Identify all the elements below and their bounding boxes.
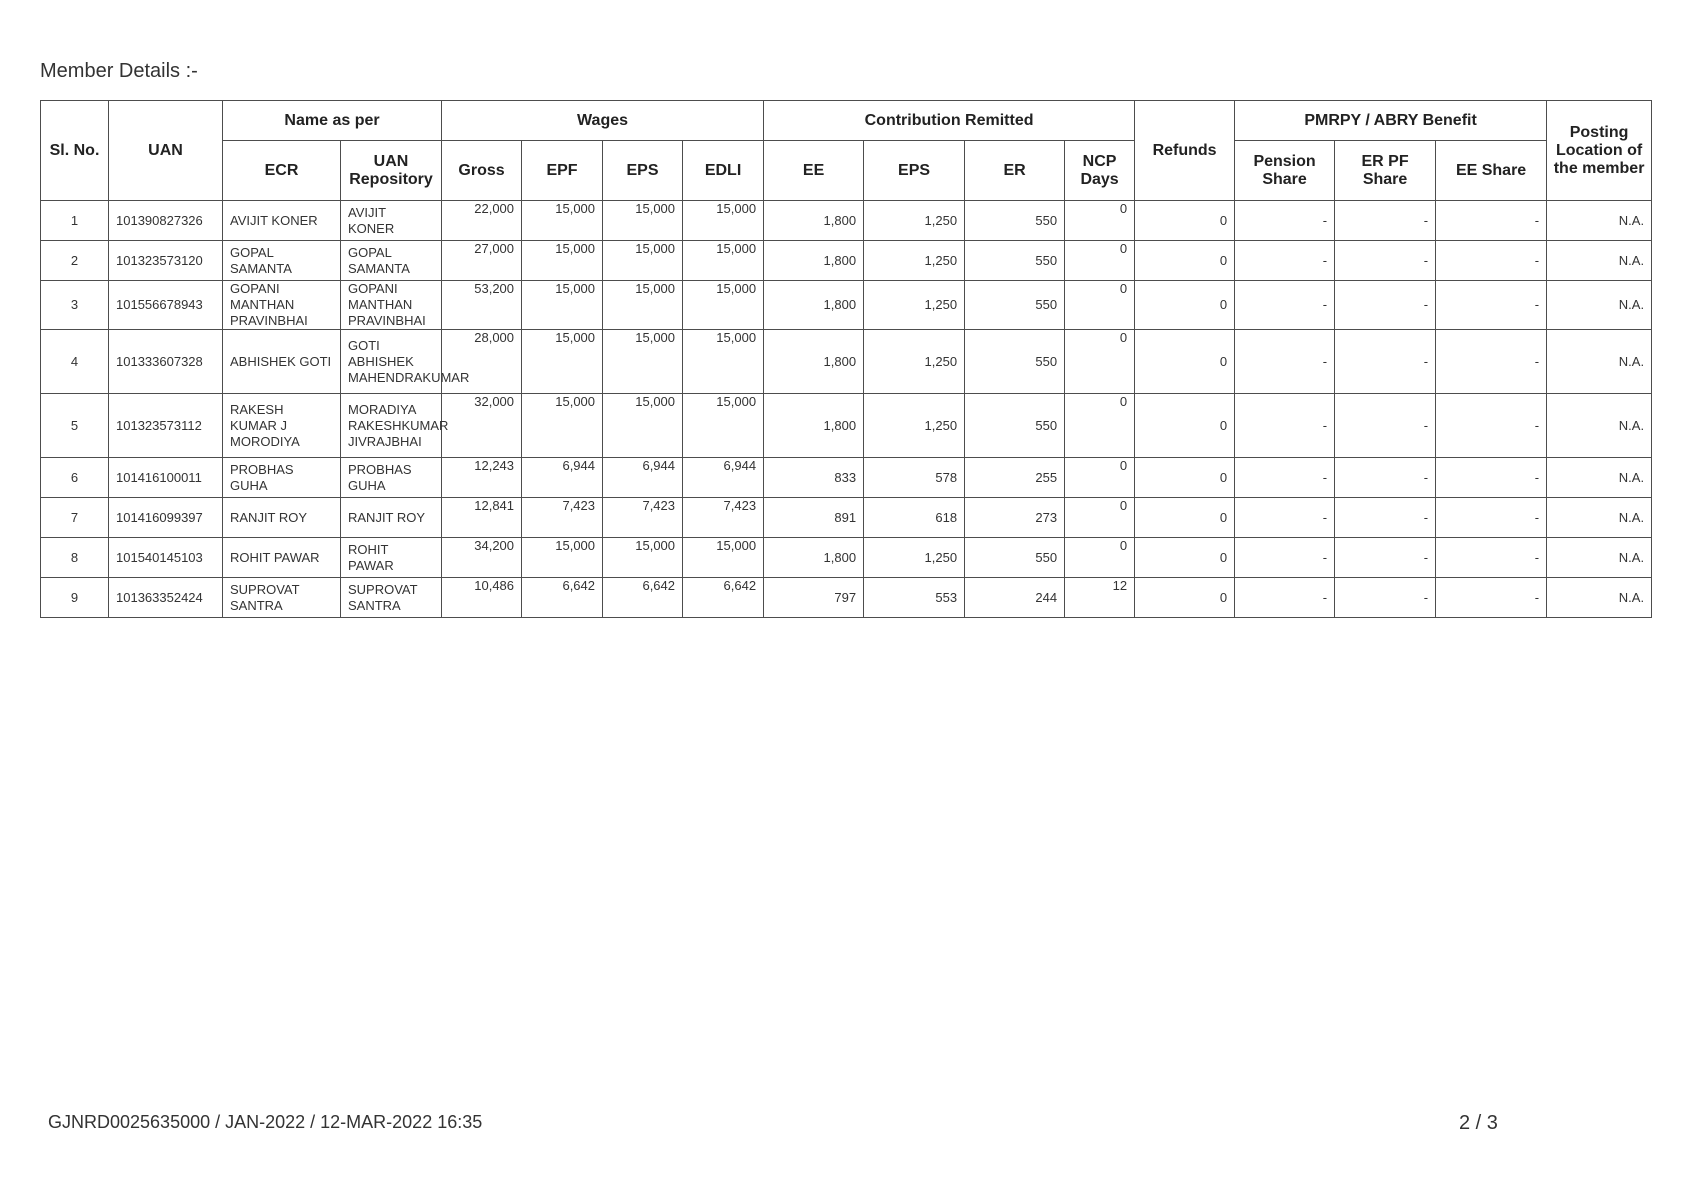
cell-ee: 891	[764, 498, 864, 538]
cell-ee: 1,800	[764, 538, 864, 578]
header-refunds: Refunds	[1135, 101, 1235, 201]
cell-pension-share: -	[1235, 578, 1335, 618]
cell-uan: 101323573112	[109, 394, 223, 458]
cell-posting-location: N.A.	[1547, 330, 1652, 394]
cell-er-pf-share: -	[1335, 394, 1436, 458]
cell-edli: 15,000	[683, 538, 764, 578]
cell-pension-share: -	[1235, 330, 1335, 394]
cell-ee-share: -	[1436, 578, 1547, 618]
cell-er: 550	[965, 538, 1065, 578]
table-row	[41, 201, 1652, 241]
cell-uan: 101333607328	[109, 330, 223, 394]
table-row	[41, 498, 1652, 538]
cell-er: 255	[965, 458, 1065, 498]
cell-refunds: 0	[1135, 578, 1235, 618]
cell-wages-eps: 15,000	[603, 281, 683, 330]
cell-epf: 15,000	[522, 281, 603, 330]
cell-uan: 101540145103	[109, 538, 223, 578]
cell-ee: 797	[764, 578, 864, 618]
header-uan-repository: UAN Repository	[341, 141, 442, 201]
cell-er: 550	[965, 281, 1065, 330]
section-title: Member Details :-	[40, 60, 198, 82]
cell-contribution-eps: 1,250	[864, 241, 965, 281]
header-er: ER	[965, 141, 1065, 201]
cell-pension-share: -	[1235, 498, 1335, 538]
cell-uan: 101416100011	[109, 458, 223, 498]
cell-ecr-name: GOPANI MANTHAN PRAVINBHAI	[223, 281, 341, 330]
cell-ee-share: -	[1436, 241, 1547, 281]
cell-er-pf-share: -	[1335, 498, 1436, 538]
cell-er-pf-share: -	[1335, 538, 1436, 578]
cell-contribution-eps: 1,250	[864, 201, 965, 241]
cell-ee-share: -	[1436, 498, 1547, 538]
cell-ncp-days: 0	[1065, 330, 1135, 394]
cell-pension-share: -	[1235, 201, 1335, 241]
cell-uan: 101390827326	[109, 201, 223, 241]
header-epf: EPF	[522, 141, 603, 201]
cell-er: 273	[965, 498, 1065, 538]
cell-contribution-eps: 553	[864, 578, 965, 618]
cell-ee-share: -	[1436, 281, 1547, 330]
cell-contribution-eps: 578	[864, 458, 965, 498]
header-wages-eps: EPS	[603, 141, 683, 201]
cell-edli: 15,000	[683, 281, 764, 330]
cell-ncp-days: 0	[1065, 201, 1135, 241]
cell-refunds: 0	[1135, 458, 1235, 498]
cell-uan-repository-name: RANJIT ROY	[341, 498, 442, 538]
cell-refunds: 0	[1135, 281, 1235, 330]
cell-contribution-eps: 1,250	[864, 281, 965, 330]
cell-ee: 1,800	[764, 330, 864, 394]
cell-sl-no: 2	[41, 241, 109, 281]
cell-ncp-days: 0	[1065, 281, 1135, 330]
cell-er: 550	[965, 330, 1065, 394]
cell-er-pf-share: -	[1335, 578, 1436, 618]
cell-posting-location: N.A.	[1547, 538, 1652, 578]
header-sl-no: Sl. No.	[41, 101, 109, 201]
header-row-columns	[41, 141, 1652, 201]
header-wages: Wages	[442, 101, 764, 141]
table-row	[41, 330, 1652, 394]
cell-gross: 12,841	[442, 498, 522, 538]
cell-epf: 15,000	[522, 330, 603, 394]
cell-wages-eps: 15,000	[603, 241, 683, 281]
header-posting-location: Posting Location of the member	[1547, 101, 1652, 201]
cell-edli: 15,000	[683, 330, 764, 394]
cell-ecr-name: GOPAL SAMANTA	[223, 241, 341, 281]
cell-ncp-days: 12	[1065, 578, 1135, 618]
cell-wages-eps: 15,000	[603, 394, 683, 458]
cell-ncp-days: 0	[1065, 498, 1135, 538]
cell-ncp-days: 0	[1065, 394, 1135, 458]
table-row	[41, 538, 1652, 578]
cell-gross: 53,200	[442, 281, 522, 330]
cell-gross: 27,000	[442, 241, 522, 281]
cell-edli: 15,000	[683, 201, 764, 241]
cell-ee: 1,800	[764, 241, 864, 281]
cell-pension-share: -	[1235, 241, 1335, 281]
cell-ecr-name: RANJIT ROY	[223, 498, 341, 538]
cell-uan: 101416099397	[109, 498, 223, 538]
cell-gross: 22,000	[442, 201, 522, 241]
header-contribution-remitted: Contribution Remitted	[764, 101, 1135, 141]
cell-ecr-name: AVIJIT KONER	[223, 201, 341, 241]
cell-ee: 833	[764, 458, 864, 498]
cell-uan: 101323573120	[109, 241, 223, 281]
cell-uan: 101556678943	[109, 281, 223, 330]
cell-epf: 15,000	[522, 201, 603, 241]
cell-pension-share: -	[1235, 458, 1335, 498]
cell-uan-repository-name: MORADIYA RAKESHKUMAR JIVRAJBHAI	[341, 394, 442, 458]
cell-ncp-days: 0	[1065, 458, 1135, 498]
cell-er-pf-share: -	[1335, 241, 1436, 281]
table-row	[41, 458, 1652, 498]
cell-ee-share: -	[1436, 394, 1547, 458]
header-ncp-days: NCP Days	[1065, 141, 1135, 201]
cell-contribution-eps: 1,250	[864, 394, 965, 458]
cell-contribution-eps: 618	[864, 498, 965, 538]
cell-ecr-name: ABHISHEK GOTI	[223, 330, 341, 394]
cell-ee-share: -	[1436, 538, 1547, 578]
cell-ecr-name: SUPROVAT SANTRA	[223, 578, 341, 618]
cell-sl-no: 8	[41, 538, 109, 578]
cell-ee-share: -	[1436, 201, 1547, 241]
cell-edli: 15,000	[683, 394, 764, 458]
cell-epf: 7,423	[522, 498, 603, 538]
cell-uan-repository-name: PROBHAS GUHA	[341, 458, 442, 498]
cell-gross: 32,000	[442, 394, 522, 458]
document-reference: GJNRD0025635000 / JAN-2022 / 12-MAR-2022 16:35	[48, 1112, 483, 1132]
header-er-pf-share: ER PF Share	[1335, 141, 1436, 201]
cell-sl-no: 1	[41, 201, 109, 241]
cell-wages-eps: 7,423	[603, 498, 683, 538]
page-number: 2 / 3	[1459, 1112, 1498, 1134]
cell-wages-eps: 15,000	[603, 330, 683, 394]
cell-uan-repository-name: GOTI ABHISHEK MAHENDRAKUMAR	[341, 330, 442, 394]
cell-er: 550	[965, 241, 1065, 281]
table-row	[41, 241, 1652, 281]
member-details-table	[40, 100, 1652, 618]
cell-posting-location: N.A.	[1547, 498, 1652, 538]
cell-edli: 6,642	[683, 578, 764, 618]
cell-wages-eps: 6,642	[603, 578, 683, 618]
cell-er: 550	[965, 394, 1065, 458]
header-edli: EDLI	[683, 141, 764, 201]
header-ee-share: EE Share	[1436, 141, 1547, 201]
cell-posting-location: N.A.	[1547, 578, 1652, 618]
cell-uan-repository-name: GOPAL SAMANTA	[341, 241, 442, 281]
cell-refunds: 0	[1135, 538, 1235, 578]
cell-edli: 7,423	[683, 498, 764, 538]
header-uan: UAN	[109, 101, 223, 201]
cell-ecr-name: ROHIT PAWAR	[223, 538, 341, 578]
cell-ecr-name: PROBHAS GUHA	[223, 458, 341, 498]
cell-uan-repository-name: SUPROVAT SANTRA	[341, 578, 442, 618]
cell-er-pf-share: -	[1335, 201, 1436, 241]
cell-ncp-days: 0	[1065, 538, 1135, 578]
cell-pension-share: -	[1235, 394, 1335, 458]
table-row	[41, 281, 1652, 330]
cell-refunds: 0	[1135, 201, 1235, 241]
cell-er: 244	[965, 578, 1065, 618]
cell-gross: 34,200	[442, 538, 522, 578]
header-pmrpy-abry-benefit: PMRPY / ABRY Benefit	[1235, 101, 1547, 141]
cell-epf: 6,642	[522, 578, 603, 618]
cell-gross: 10,486	[442, 578, 522, 618]
cell-ee: 1,800	[764, 281, 864, 330]
cell-posting-location: N.A.	[1547, 241, 1652, 281]
cell-sl-no: 7	[41, 498, 109, 538]
cell-edli: 15,000	[683, 241, 764, 281]
cell-sl-no: 4	[41, 330, 109, 394]
header-row-groups	[41, 101, 1652, 141]
cell-uan-repository-name: ROHIT PAWAR	[341, 538, 442, 578]
cell-refunds: 0	[1135, 241, 1235, 281]
cell-wages-eps: 15,000	[603, 201, 683, 241]
cell-ee: 1,800	[764, 201, 864, 241]
cell-ee-share: -	[1436, 458, 1547, 498]
cell-wages-eps: 15,000	[603, 538, 683, 578]
cell-ncp-days: 0	[1065, 241, 1135, 281]
cell-posting-location: N.A.	[1547, 281, 1652, 330]
cell-pension-share: -	[1235, 538, 1335, 578]
header-name-as-per: Name as per	[223, 101, 442, 141]
table-row	[41, 394, 1652, 458]
cell-contribution-eps: 1,250	[864, 538, 965, 578]
table-row	[41, 578, 1652, 618]
cell-er-pf-share: -	[1335, 330, 1436, 394]
cell-epf: 15,000	[522, 538, 603, 578]
cell-uan-repository-name: GOPANI MANTHAN PRAVINBHAI	[341, 281, 442, 330]
header-contribution-eps: EPS	[864, 141, 965, 201]
cell-contribution-eps: 1,250	[864, 330, 965, 394]
header-ecr: ECR	[223, 141, 341, 201]
header-gross: Gross	[442, 141, 522, 201]
cell-refunds: 0	[1135, 394, 1235, 458]
cell-epf: 15,000	[522, 394, 603, 458]
header-pension-share: Pension Share	[1235, 141, 1335, 201]
cell-pension-share: -	[1235, 281, 1335, 330]
cell-posting-location: N.A.	[1547, 394, 1652, 458]
cell-refunds: 0	[1135, 330, 1235, 394]
cell-ee: 1,800	[764, 394, 864, 458]
cell-gross: 28,000	[442, 330, 522, 394]
cell-epf: 15,000	[522, 241, 603, 281]
cell-wages-eps: 6,944	[603, 458, 683, 498]
cell-sl-no: 9	[41, 578, 109, 618]
cell-posting-location: N.A.	[1547, 458, 1652, 498]
header-ee: EE	[764, 141, 864, 201]
cell-epf: 6,944	[522, 458, 603, 498]
cell-sl-no: 6	[41, 458, 109, 498]
cell-edli: 6,944	[683, 458, 764, 498]
cell-ee-share: -	[1436, 330, 1547, 394]
cell-ecr-name: RAKESH KUMAR J MORODIYA	[223, 394, 341, 458]
cell-gross: 12,243	[442, 458, 522, 498]
cell-posting-location: N.A.	[1547, 201, 1652, 241]
cell-uan-repository-name: AVIJIT KONER	[341, 201, 442, 241]
cell-sl-no: 5	[41, 394, 109, 458]
cell-uan: 101363352424	[109, 578, 223, 618]
cell-sl-no: 3	[41, 281, 109, 330]
cell-er: 550	[965, 201, 1065, 241]
cell-er-pf-share: -	[1335, 281, 1436, 330]
cell-er-pf-share: -	[1335, 458, 1436, 498]
cell-refunds: 0	[1135, 498, 1235, 538]
